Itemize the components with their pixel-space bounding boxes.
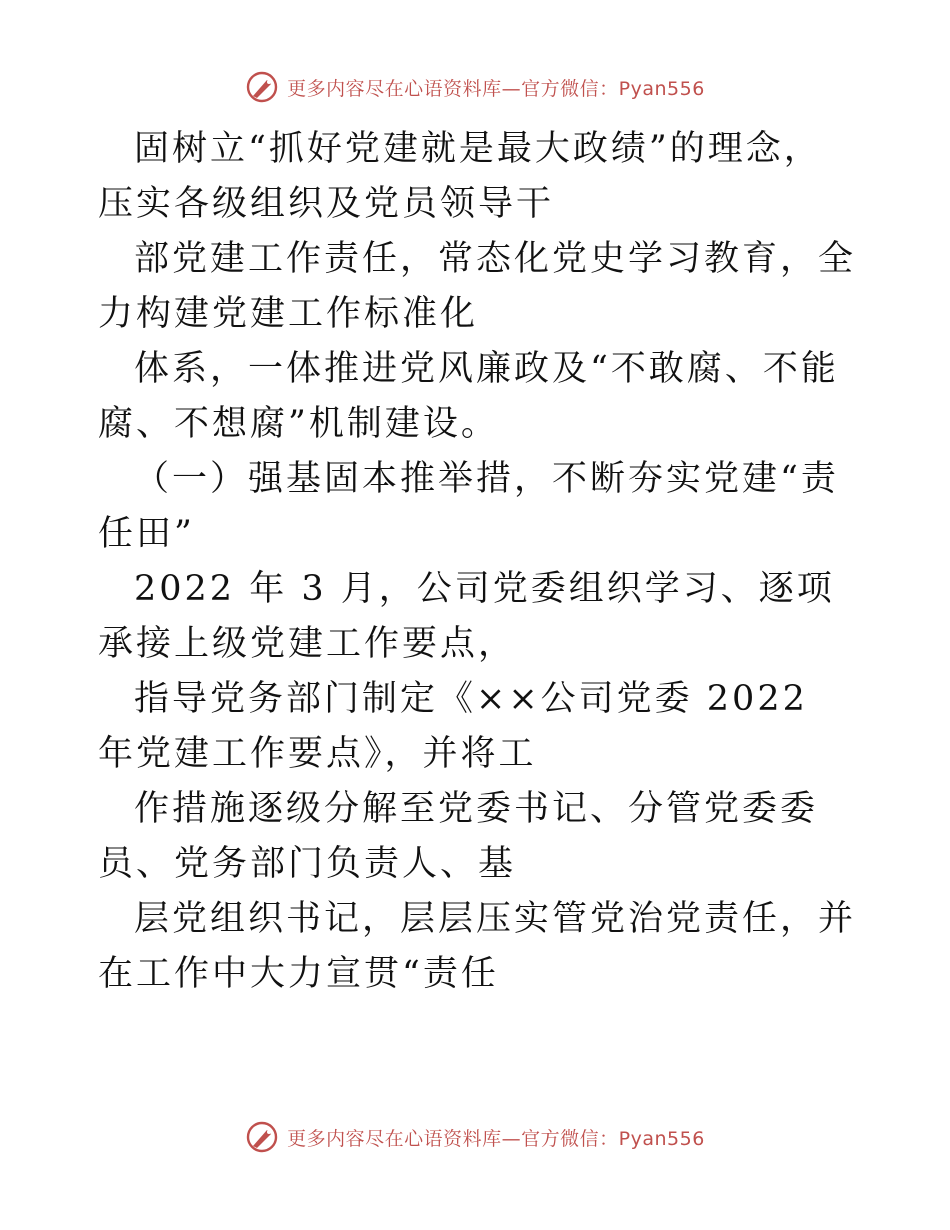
document-body (98, 122, 858, 1002)
paragraph: 2022 年 3 月，公司党委组织学习、逐项承接上级党建工作要点， (98, 569, 835, 664)
paragraph: 层党组织书记，层层压实管党治党责任，并在工作中大力宣贯“责任 (98, 899, 857, 994)
header-watermark (0, 70, 950, 104)
watermark-text: 更多内容尽在心语资料库—官方微信：Pyan556 (287, 1127, 705, 1150)
paragraph: 指导党务部门制定《××公司党委 2022 年党建工作要点》，并将工 (98, 679, 808, 774)
paragraph: 作措施逐级分解至党委书记、分管党委委员、党务部门负责人、基 (98, 789, 819, 884)
watermark-text: 更多内容尽在心语资料库—官方微信：Pyan556 (287, 77, 705, 100)
paragraph: 体系，一体推进党风廉政及“不敢腐、不能腐、不想腐”机制建设。 (98, 349, 839, 444)
section-heading: （一）强基固本推举措，不断夯实党建“责任田” (98, 459, 839, 554)
pen-logo-icon (245, 1120, 279, 1154)
pen-logo-icon (245, 70, 279, 104)
paragraph: 固树立“抓好党建就是最大政绩”的理念，压实各级组织及党员领导干 (98, 129, 822, 224)
paragraph: 部党建工作责任，常态化党史学习教育，全力构建党建工作标准化 (98, 239, 857, 334)
footer-watermark (0, 1120, 950, 1154)
